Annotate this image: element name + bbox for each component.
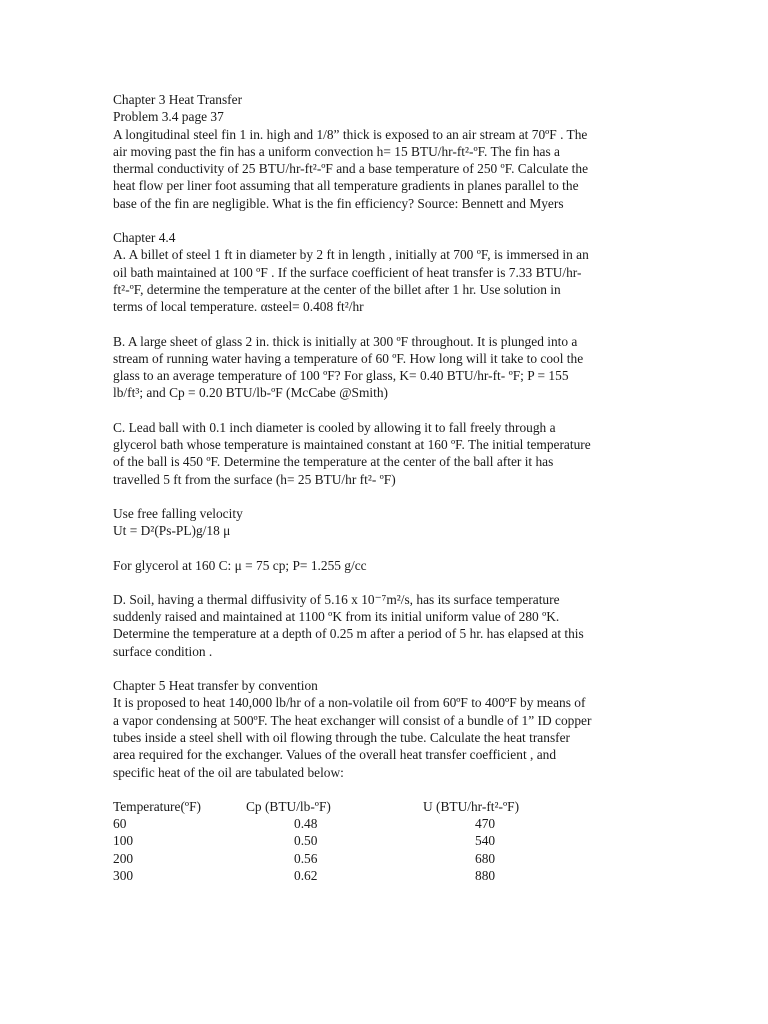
table-row bbox=[113, 815, 625, 832]
chapter3-line: air moving past the fin has a uniform convection h= 15 BTU/hr-ft²-ºF. The fin has a bbox=[113, 143, 560, 159]
table-row bbox=[113, 867, 625, 884]
chapter5-line: area required for the exchanger. Values of the overall heat transfer coefficient , and bbox=[113, 747, 557, 763]
chapter4-part-b bbox=[113, 333, 658, 402]
chapter5-line: specific heat of the oil are tabulated below: bbox=[113, 764, 344, 780]
part-b-line: stream of running water having a temperature of 60 ºF. How long will it take to cool the bbox=[113, 350, 584, 366]
chapter3-line: heat flow per liner foot assuming that all temperature gradients in planes parallel to the bbox=[113, 178, 579, 194]
cell-cp: 0.50 bbox=[294, 833, 318, 849]
chapter4-part-d bbox=[113, 591, 658, 660]
header-temperature: Temperature(ºF) bbox=[113, 798, 201, 814]
chapter3-section bbox=[113, 91, 658, 212]
chapter5-line: It is proposed to heat 140,000 lb/hr of a non-volatile oil from 60ºF to 400ºF by means of bbox=[113, 695, 586, 711]
velocity-formula: Ut = D²(Ps-PL)g/18 μ bbox=[113, 523, 231, 539]
cell-u: 880 bbox=[475, 867, 496, 883]
chapter5-line: tubes inside a steel shell with oil flowing through the tube. Calculate the heat transfer bbox=[113, 729, 571, 745]
problem-label: Problem 3.4 page 37 bbox=[113, 109, 224, 125]
table-header-row bbox=[113, 798, 625, 815]
header-cp: Cp (BTU/lb-ºF) bbox=[246, 798, 331, 814]
glycerol-block bbox=[113, 557, 658, 574]
part-c-line: C. Lead ball with 0.1 inch diameter is cooled by allowing it to fall freely through a bbox=[113, 419, 556, 435]
part-d-line: surface condition . bbox=[113, 643, 213, 659]
glycerol-properties: For glycerol at 160 C: μ = 75 cp; P= 1.255 g/cc bbox=[113, 557, 367, 573]
cell-cp: 0.56 bbox=[294, 850, 318, 866]
cell-temperature: 60 bbox=[113, 816, 127, 832]
part-b-line: glass to an average temperature of 100 ºF? For glass, K= 0.40 BTU/hr-ft- ºF; P = 155 bbox=[113, 368, 569, 384]
table-row bbox=[113, 832, 625, 849]
properties-table bbox=[113, 798, 625, 884]
cell-cp: 0.62 bbox=[294, 867, 318, 883]
cell-temperature: 300 bbox=[113, 867, 134, 883]
chapter3-line: base of the fin are negligible. What is the fin efficiency? Source: Bennett and Myers bbox=[113, 195, 564, 211]
part-d-line: suddenly raised and maintained at 1100 ºK from its initial uniform value of 280 ºK. bbox=[113, 609, 560, 625]
part-a-line: terms of local temperature. αsteel= 0.408 ft²/hr bbox=[113, 299, 364, 315]
cell-u: 540 bbox=[475, 833, 496, 849]
chapter3-heading: Chapter 3 Heat Transfer bbox=[113, 92, 243, 107]
chapter5-heading: Chapter 5 Heat transfer by convention bbox=[113, 678, 318, 694]
part-c-line: travelled 5 ft from the surface (h= 25 BTU/hr ft²- ºF) bbox=[113, 471, 396, 487]
part-c-line: glycerol bath whose temperature is maintained constant at 160 ºF. The initial temperature bbox=[113, 437, 591, 453]
velocity-block bbox=[113, 505, 658, 540]
table-row bbox=[113, 850, 625, 867]
cell-temperature: 200 bbox=[113, 850, 134, 866]
chapter5-line: a vapor condensing at 500ºF. The heat exchanger will consist of a bundle of 1” ID copper bbox=[113, 712, 592, 728]
cell-u: 470 bbox=[475, 816, 496, 832]
part-d-line: D. Soil, having a thermal diffusivity of 5.16 x 10⁻⁷m²/s, has its surface temperature bbox=[113, 591, 560, 607]
chapter4-part-c bbox=[113, 419, 658, 488]
part-a-line: A. A billet of steel 1 ft in diameter by 2 ft in length , initially at 700 ºF, is immersed in an bbox=[113, 247, 589, 263]
cell-u: 680 bbox=[475, 850, 496, 866]
cell-temperature: 100 bbox=[113, 833, 134, 849]
chapter5-section bbox=[113, 677, 658, 781]
part-b-line: B. A large sheet of glass 2 in. thick is initially at 300 ºF throughout. It is plunged into a bbox=[113, 333, 578, 349]
cell-cp: 0.48 bbox=[294, 816, 318, 832]
header-u: U (BTU/hr-ft²-ºF) bbox=[423, 798, 520, 814]
part-a-line: oil bath maintained at 100 ºF . If the surface coefficient of heat transfer is 7.33 BTU/hr- bbox=[113, 264, 582, 280]
velocity-label: Use free falling velocity bbox=[113, 505, 243, 521]
chapter4-part-a bbox=[113, 229, 658, 315]
document-body bbox=[113, 91, 658, 884]
chapter4-heading: Chapter 4.4 bbox=[113, 230, 176, 246]
part-a-line: ft²-ºF, determine the temperature at the center of the billet after 1 hr. Use solution in bbox=[113, 281, 561, 297]
part-c-line: of the ball is 450 ºF. Determine the temperature at the center of the ball after it has bbox=[113, 454, 554, 470]
part-d-line: Determine the temperature at a depth of 0.25 m after a period of 5 hr. has elapsed at this bbox=[113, 626, 584, 642]
chapter3-line: A longitudinal steel fin 1 in. high and 1/8” thick is exposed to an air stream at 70ºF . The bbox=[113, 126, 588, 142]
part-b-line: lb/ft³; and Cp = 0.20 BTU/lb-ºF (McCabe @Smith) bbox=[113, 385, 389, 401]
chapter3-line: thermal conductivity of 25 BTU/hr-ft²-ºF and a base temperature of 250 ºF. Calculate the bbox=[113, 161, 589, 177]
